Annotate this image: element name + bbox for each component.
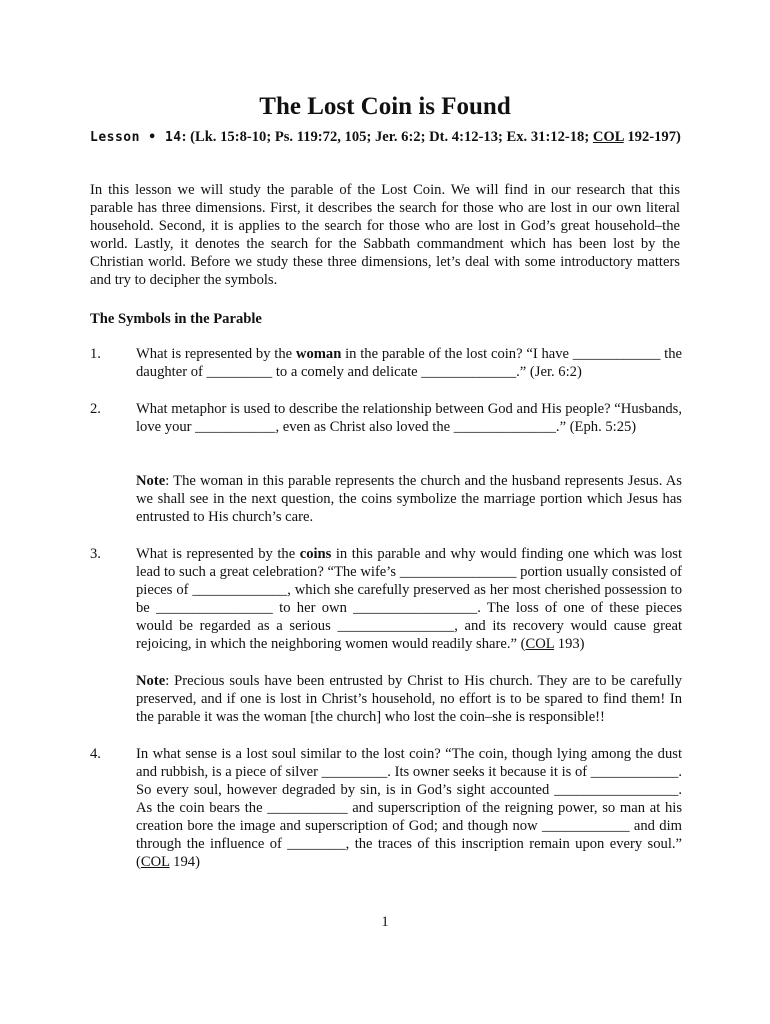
section-heading: The Symbols in the Parable: [90, 311, 262, 327]
question-text: [136, 545, 682, 653]
page-title: The Lost Coin is Found: [259, 93, 511, 120]
note-label: Note: [136, 473, 166, 489]
col-reference: COL: [140, 854, 170, 870]
question-text-part: In what sense is a lost soul similar to the lost coin? “The coin, though lying among the dust and rubbish, is a piece of silver _________. Its owner seeks it because it is of ____________. So every soul, however degraded by sin, is in God’s sight accounted _________________. As the coin bears the ___________ and superscription of the reigning power, so man at his creation bore the image and superscription of God; and though now ____________ and dim through the influence of ________, the traces of this inscription remain upon every soul.” (: [136, 746, 682, 870]
note-text: : The woman in this parable represents the church and the husband represents Jesus. As we shall see in the next question, the coins symbolize the marriage portion which Jesus has entrusted to His church’s care.: [136, 473, 682, 525]
question-text-part: in this parable and why would finding one which was lost lead to such a great celebration? “The wife’s ________________ portion usually consisted of pieces of _____________, which she carefully preserved as her most cherished possession to be ________________ to her own _________________. The loss of one of these pieces would be regarded as a serious ________________, and its recovery would cause great rejoicing, in which the neighboring women would readily share.” (: [136, 546, 683, 652]
question-number: 2.: [90, 401, 101, 417]
lesson-refs-a: : (Lk. 15:8-10; Ps. 119:72, 105; Jer. 6:2; Dt. 4:12-13; Ex. 31:12-18;: [181, 129, 593, 145]
note-2: [136, 672, 682, 726]
question-text: [136, 345, 682, 381]
question-text-part: 193): [554, 636, 585, 652]
question-text-part: 194): [169, 854, 200, 870]
question-keyword: coins: [299, 546, 332, 562]
col-reference: COL: [525, 636, 555, 652]
question-keyword: woman: [295, 346, 342, 362]
lesson-references: [90, 128, 686, 147]
lesson-col-ref: COL: [592, 129, 624, 145]
question-4: [90, 745, 682, 871]
lesson-tag: Lesson • 14: [90, 130, 182, 145]
note-1: [136, 472, 682, 526]
question-text: What metaphor is used to describe the relationship between God and His people? “Husbands, love your ___________, even as Christ also loved the ______________.” (Eph. 5:25): [136, 401, 682, 435]
question-number: 4.: [90, 746, 101, 762]
question-text-part: What is represented by the: [136, 546, 300, 562]
page-number: 1: [381, 914, 389, 930]
question-text-part: in the parable of the lost coin? “I have ____________ the daughter of _________ to a comely and delicate _____________.” (Jer. 6:2): [136, 346, 682, 380]
lesson-refs-b: 192-197): [623, 129, 681, 145]
question-number: 1.: [90, 346, 101, 362]
note-label: Note: [136, 673, 166, 689]
question-number: 3.: [90, 546, 101, 562]
question-text: [136, 745, 682, 871]
question-text-part: What is represented by the: [136, 346, 296, 362]
question-1: [90, 345, 682, 381]
intro-paragraph: In this lesson we will study the parable of the Lost Coin. We will find in our research that this parable has three dimensions. First, it describes the search for those who are lost in our own literal household. Second, it is applies to the search for those who are lost in God’s great household–the world. Lastly, it denotes the search for the Sabbath commandment which has been lost by the Christian world. Before we study these three dimensions, let’s deal with some introductory matters and try to decipher the symbols.: [90, 182, 680, 288]
question-2: [90, 400, 682, 436]
note-text: : Precious souls have been entrusted by Christ to His church. They are to be carefully preserved, and if one is lost in Christ’s household, no effort is to be spared to find them! In the parable it was the woman [the church] who lost the coin–she is responsible!!: [136, 673, 682, 725]
question-3: [90, 545, 682, 653]
